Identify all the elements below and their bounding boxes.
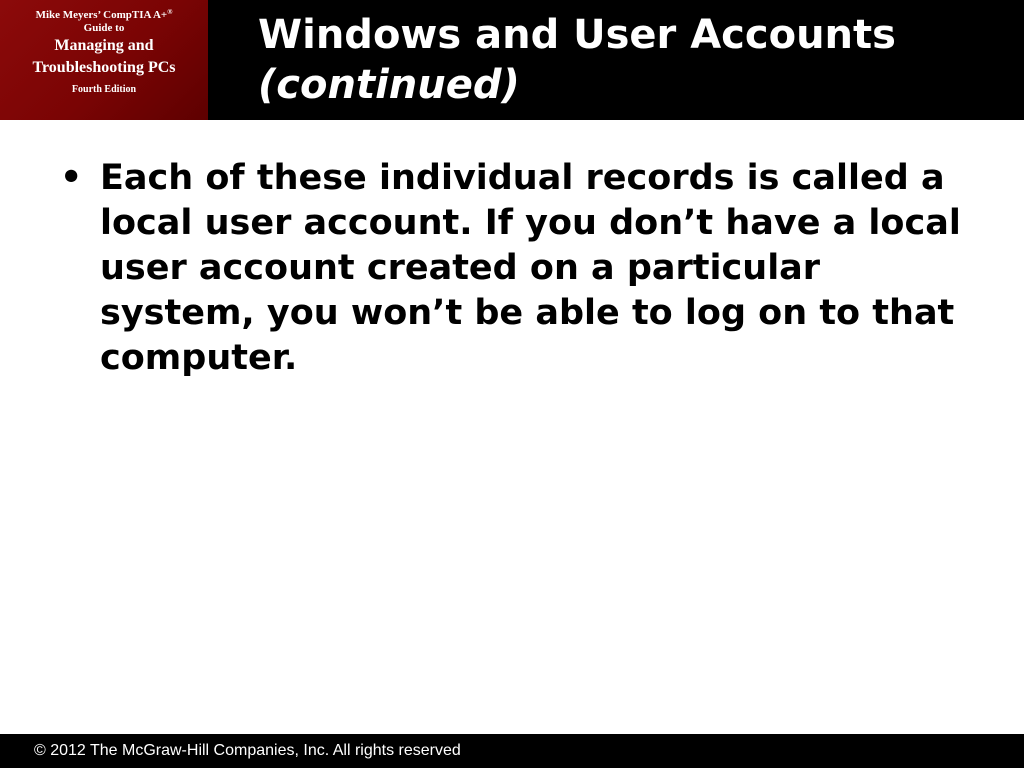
bullet-item bbox=[60, 156, 980, 381]
slide-content bbox=[60, 156, 980, 381]
slide-title-continued: (continued) bbox=[258, 62, 520, 108]
bullet-list bbox=[60, 156, 980, 381]
slide-title-main: Windows and User Accounts bbox=[258, 12, 896, 58]
book-guide-to: Guide to bbox=[83, 22, 125, 34]
slide-title bbox=[258, 10, 896, 110]
book-cover-badge bbox=[0, 0, 208, 120]
slide-header bbox=[0, 0, 1024, 120]
book-author-line bbox=[0, 9, 208, 22]
book-title-line1: Managing and bbox=[54, 37, 154, 54]
copyright-text: © 2012 The McGraw-Hill Companies, Inc. All rights reserved bbox=[34, 742, 461, 759]
book-author-text: Mike Meyers’ CompTIA A+ bbox=[35, 9, 168, 21]
bullet-dot-icon: • bbox=[60, 158, 83, 198]
slide-footer bbox=[0, 734, 1024, 768]
registered-mark: ® bbox=[167, 8, 173, 16]
book-title-line2: Troubleshooting PCs bbox=[32, 59, 176, 76]
book-edition: Fourth Edition bbox=[71, 84, 137, 95]
bullet-text: Each of these individual records is called a local user account. If you don’t have a local user account created on a particular system, you won’t be able to log on to that computer. bbox=[100, 158, 961, 378]
